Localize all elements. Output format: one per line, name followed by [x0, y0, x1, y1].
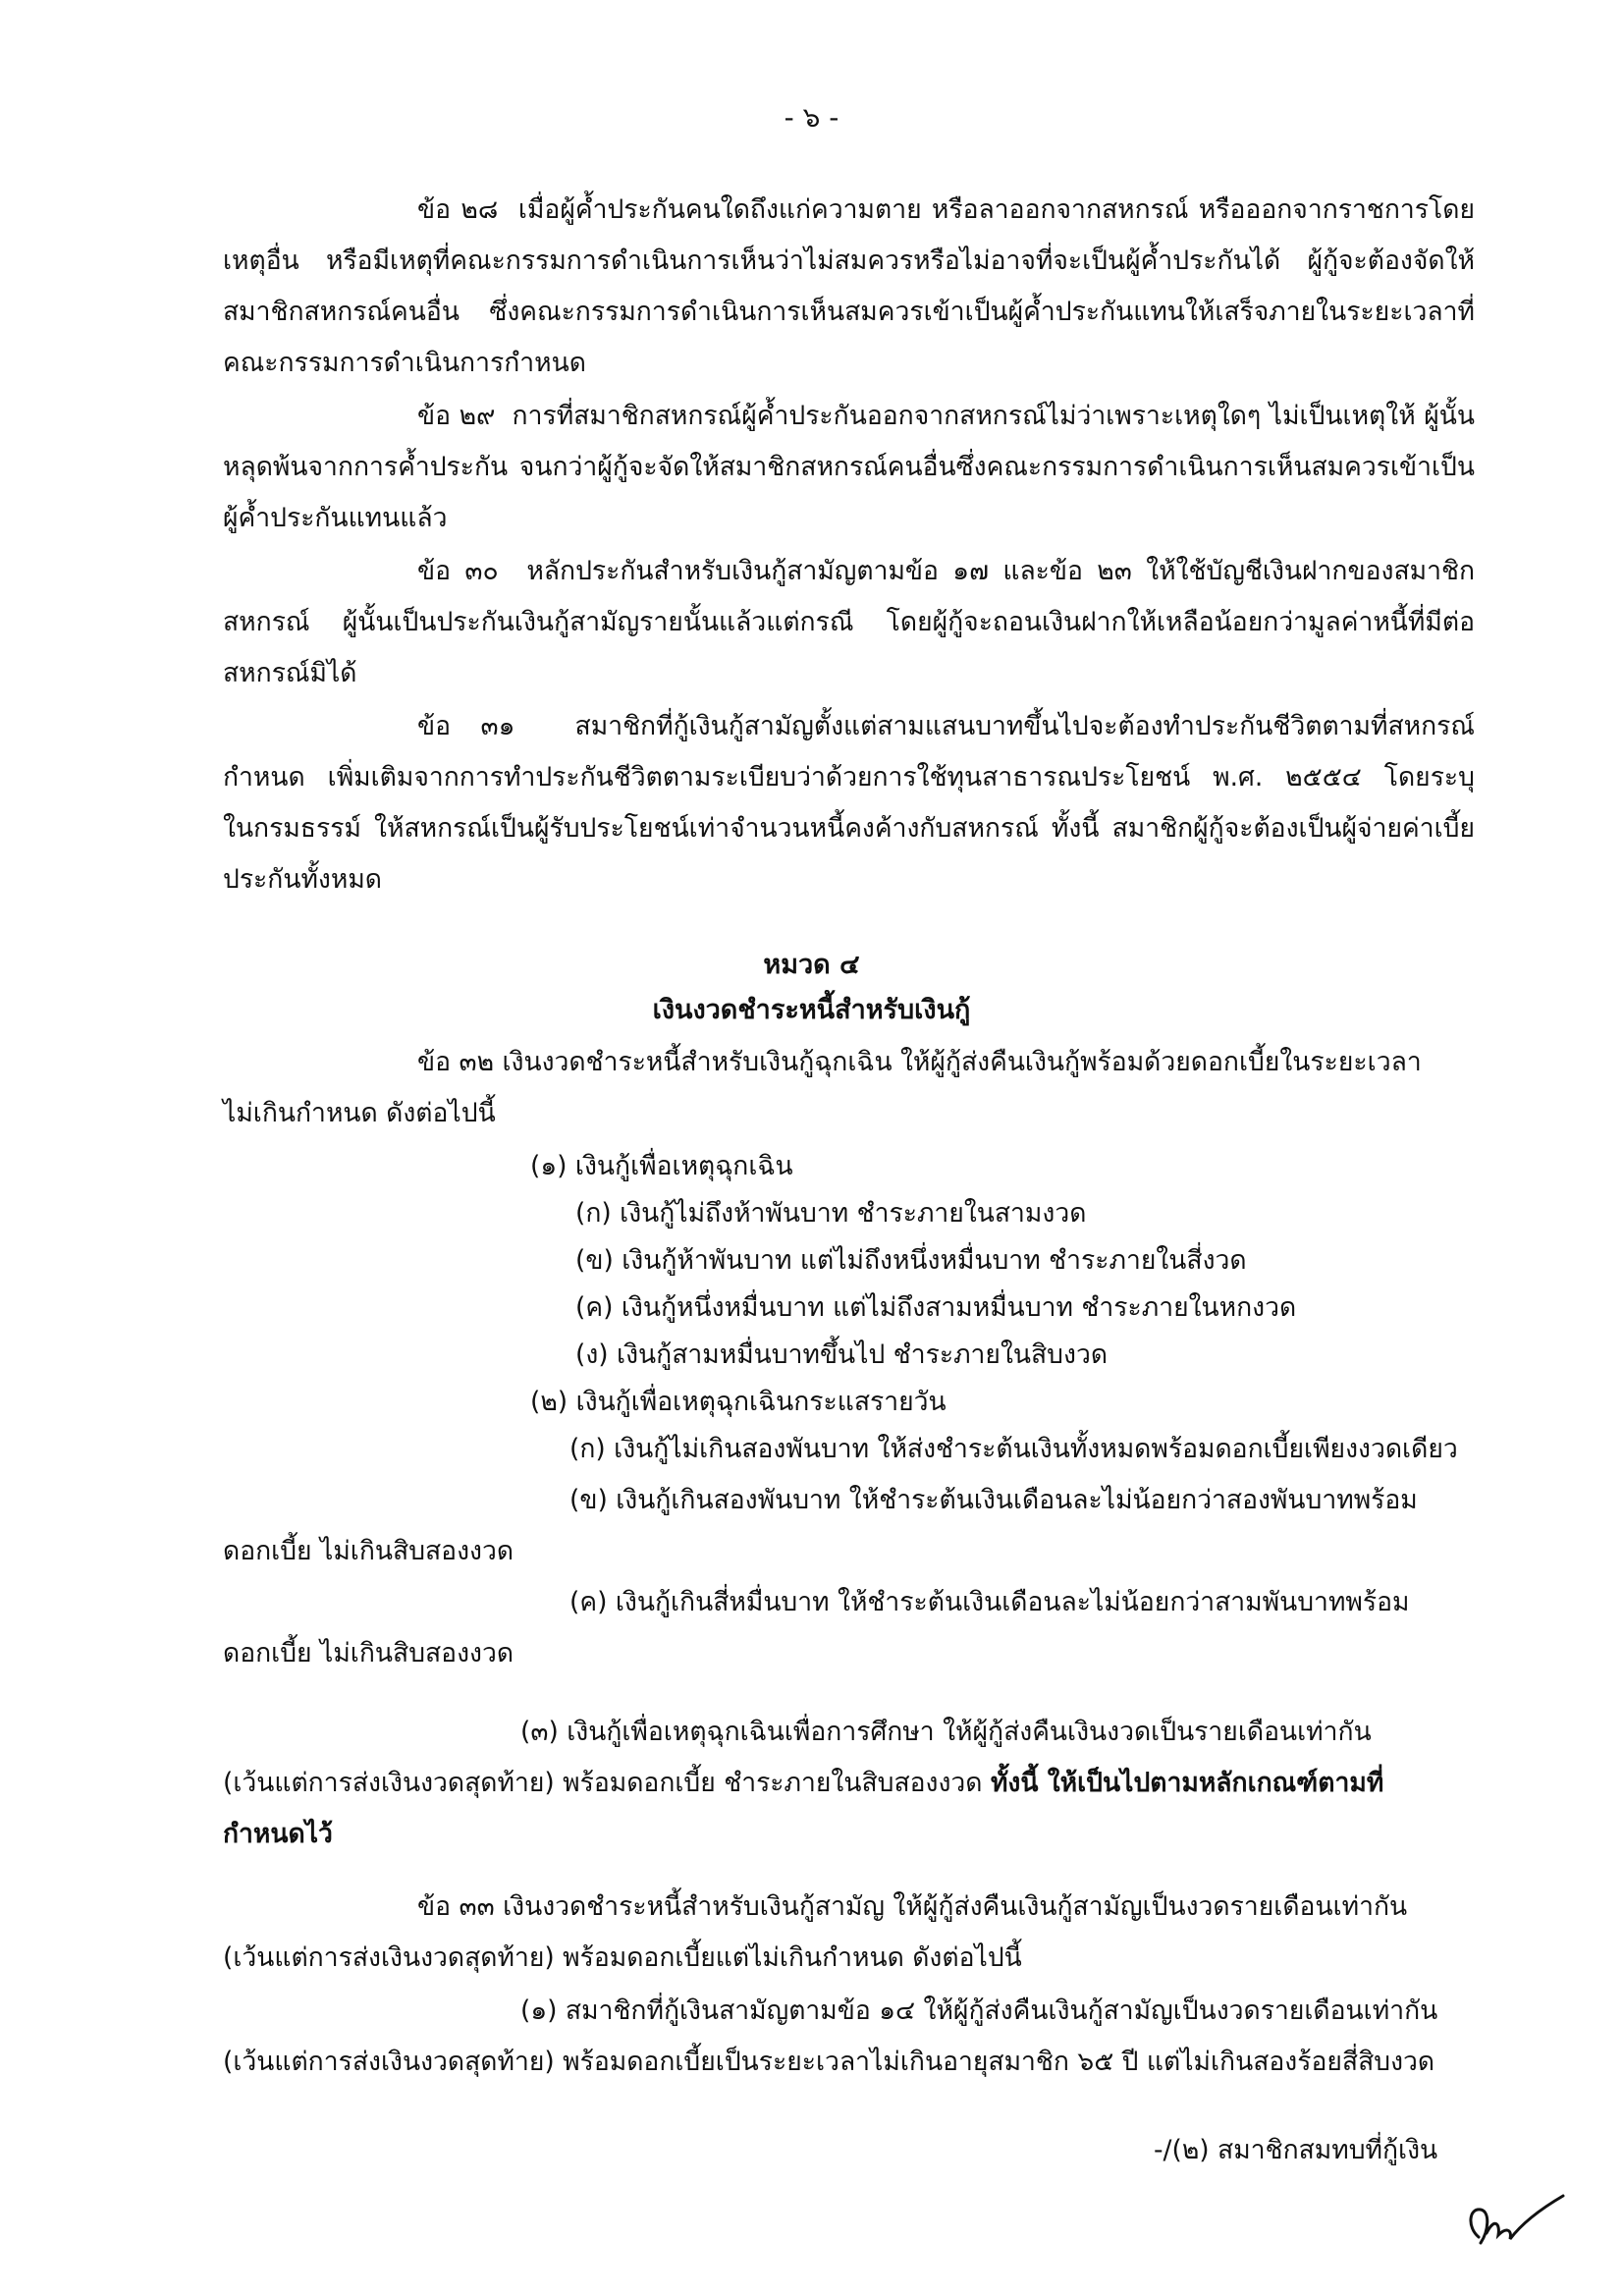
chapter-title: เงินงวดชำระหนี้สำหรับเงินกู้ [652, 995, 971, 1025]
clause-31-label: ข้อ ๓๑ [417, 711, 515, 741]
clause-32-item-2b: (ข) เงินกู้เกินสองพันบาท ให้ชำระต้นเงินเดือนละไม่น้อยกว่าสองพันบาทพร้อม [569, 1485, 1418, 1515]
clause-30-text: หลักประกันสำหรับเงินกู้สามัญตามข้อ ๑๗ และข้อ ๒๓ ให้ใช้บัญชีเงินฝากของสมาชิกสหกรณ์ ผู้นั้นเป็นประกันเงินกู้สามัญรายนั้นแล้วแต่กรณี โดยผู้กู้จะถอนเงินฝากให้เหลือน้อยกว่ามูลค่าหนี้ที่มีต่อสหกรณ์มิได้ [223, 556, 1475, 688]
clause-33-line-2: (เว้นแต่การส่งเงินงวดสุดท้าย) พร้อมดอกเบี้ยแต่ไม่เกินกำหนด ดังต่อไปนี้ [223, 1942, 1022, 1973]
clause-30 [223, 546, 1475, 699]
chapter-number: หมวด ๔ [763, 950, 860, 980]
clause-33-item-1: (๑) สมาชิกที่กู้เงินสามัญตามข้อ ๑๔ ให้ผู้กู้ส่งคืนเงินกู้สามัญเป็นงวดรายเดือนเท่ากัน [520, 1995, 1438, 2026]
clause-32-item-1d: (ง) เงินกู้สามหมื่นบาทขึ้นไป ชำระภายในสิบงวด [575, 1339, 1109, 1370]
clause-31 [223, 701, 1475, 905]
clause-29-label: ข้อ ๒๙ [417, 401, 496, 431]
clause-30-label: ข้อ ๓๐ [417, 556, 499, 586]
clause-32-item-1a: (ก) เงินกู้ไม่ถึงห้าพันบาท ชำระภายในสามงวด [575, 1198, 1087, 1229]
continuation-note: -/(๒) สมาชิกสมทบที่กู้เงิน [1154, 2135, 1438, 2165]
clause-32-item-3-cont-text: (เว้นแต่การส่งเงินงวดสุดท้าย) พร้อมดอกเบี้ย ชำระภายในสิบสองงวด [223, 1768, 983, 1798]
clause-32-line-2: ไม่เกินกำหนด ดังต่อไปนี้ [223, 1098, 496, 1128]
clause-31-text: สมาชิกที่กู้เงินกู้สามัญตั้งแต่สามแสนบาทขึ้นไปจะต้องทำประกันชีวิตตามที่สหกรณ์กำหนด เพิ่มเติมจากการทำประกันชีวิตตามระเบียบว่าด้วยการใช้ทุนสาธารณประโยชน์ พ.ศ. ๒๕๕๔ โดยระบุในกรมธรรม์ ให้สหกรณ์เป็นผู้รับประโยชน์เท่าจำนวนหนี้คงค้างกับสหกรณ์ ทั้งนี้ สมาชิกผู้กู้จะต้องเป็นผู้จ่ายค่าเบี้ยประกันทั้งหมด [223, 711, 1475, 895]
clause-32-item-2c: (ค) เงินกู้เกินสี่หมื่นบาท ให้ชำระต้นเงินเดือนละไม่น้อยกว่าสามพันบาทพร้อม [569, 1587, 1410, 1617]
clause-33-item-1-cont: (เว้นแต่การส่งเงินงวดสุดท้าย) พร้อมดอกเบี้ยเป็นระยะเวลาไม่เกินอายุสมาชิก ๖๕ ปี แต่ไม่เกินสองร้อยสี่สิบงวด [223, 2047, 1435, 2077]
clause-32-item-1: (๑) เงินกู้เพื่อเหตุฉุกเฉิน [530, 1151, 793, 1181]
clause-29 [223, 391, 1475, 544]
clause-32-item-3-cont [223, 1762, 1383, 1803]
clause-32-item-3-bold-2: กำหนดไว้ [223, 1819, 333, 1849]
clause-32-line-1: ข้อ ๓๒ เงินงวดชำระหนี้สำหรับเงินกู้ฉุกเฉิน ให้ผู้กู้ส่งคืนเงินกู้พร้อมด้วยดอกเบี้ยในระยะเวลา [417, 1047, 1422, 1077]
clause-32-item-3-bold: ทั้งนี้ ให้เป็นไปตามหลักเกณฑ์ตามที่ [990, 1768, 1384, 1798]
clause-32-item-2a: (ก) เงินกู้ไม่เกินสองพันบาท ให้ส่งชำระต้นเงินทั้งหมดพร้อมดอกเบี้ยเพียงงวดเดียว [569, 1434, 1458, 1464]
clause-32-item-2b-cont: ดอกเบี้ย ไม่เกินสิบสองงวด [223, 1536, 514, 1566]
page-number: - ๖ - [784, 101, 839, 134]
clause-33-line-1: ข้อ ๓๓ เงินงวดชำระหนี้สำหรับเงินกู้สามัญ ให้ผู้กู้ส่งคืนเงินกู้สามัญเป็นงวดรายเดือนเท่ากัน [417, 1891, 1408, 1922]
clause-28-label: ข้อ ๒๘ [417, 194, 499, 225]
clause-28 [223, 185, 1475, 389]
clause-28-text: เมื่อผู้ค้ำประกันคนใดถึงแก่ความตาย หรือลาออกจากสหกรณ์ หรือออกจากราชการโดยเหตุอื่น หรือมีเหตุที่คณะกรรมการดำเนินการเห็นว่าไม่สมควรหรือไม่อาจที่จะเป็นผู้ค้ำประกันได้ ผู้กู้จะต้องจัดให้สมาชิกสหกรณ์คนอื่น ซึ่งคณะกรรมการดำเนินการเห็นสมควรเข้าเป็นผู้ค้ำประกันแทนให้เสร็จภายในระยะเวลาที่คณะกรรมการดำเนินการกำหนด [223, 194, 1475, 378]
clause-32-item-2: (๒) เงินกู้เพื่อเหตุฉุกเฉินกระแสรายวัน [530, 1387, 947, 1417]
clause-32-item-1c: (ค) เงินกู้หนึ่งหมื่นบาท แต่ไม่ถึงสามหมื่นบาท ชำระภายในหกงวด [575, 1292, 1297, 1323]
clause-32-item-2c-cont: ดอกเบี้ย ไม่เกินสิบสองงวด [223, 1638, 514, 1668]
clause-29-text: การที่สมาชิกสหกรณ์ผู้ค้ำประกันออกจากสหกรณ์ไม่ว่าเพราะเหตุใดๆ ไม่เป็นเหตุให้ ผู้นั้นหลุดพ้นจากการค้ำประกัน จนกว่าผู้กู้จะจัดให้สมาชิกสหกรณ์คนอื่นซึ่งคณะกรรมการดำเนินการเห็นสมควรเข้าเป็นผู้ค้ำประกันแทนแล้ว [223, 401, 1475, 533]
initial-signature [1461, 2188, 1569, 2257]
clause-32-item-1b: (ข) เงินกู้ห้าพันบาท แต่ไม่ถึงหนึ่งหมื่นบาท ชำระภายในสี่งวด [575, 1245, 1247, 1276]
clause-32-item-3: (๓) เงินกู้เพื่อเหตุฉุกเฉินเพื่อการศึกษา ให้ผู้กู้ส่งคืนเงินงวดเป็นรายเดือนเท่ากัน [520, 1717, 1372, 1747]
